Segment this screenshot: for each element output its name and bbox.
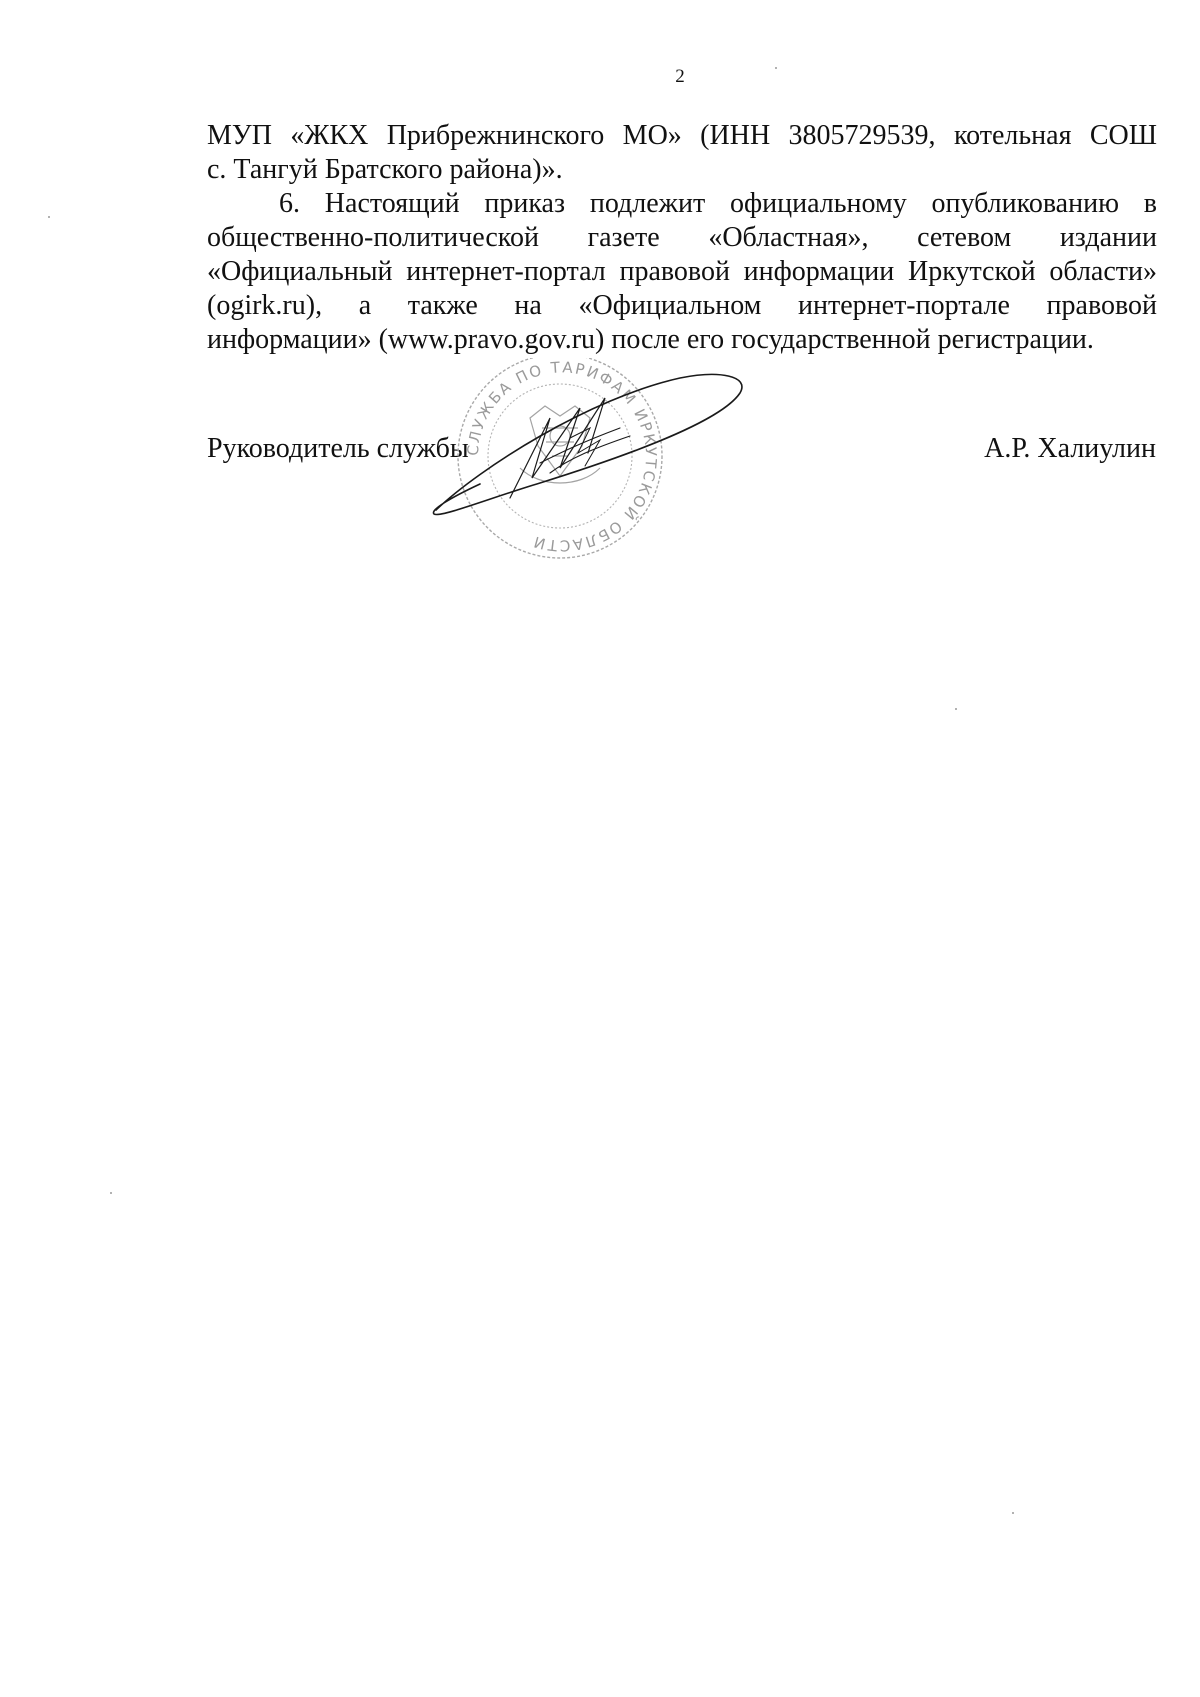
signer-position-title: Руководитель службы <box>207 433 469 464</box>
seal-emblem <box>520 406 600 483</box>
paragraph-1-line-1: МУП «ЖКХ Прибрежнинского МО» (ИНН 3805729539, котельная СОШ <box>207 120 1157 151</box>
scan-speck <box>955 708 957 710</box>
paragraph-6-line-5: информации» (www.pravo.gov.ru) после его государственной регистрации. <box>207 324 1094 355</box>
page-number: 2 <box>675 66 685 87</box>
seal-svg <box>420 358 840 598</box>
paragraph-6-line-4: (ogirk.ru), а также на «Официальном интернет-портале правовой <box>207 290 1157 321</box>
paragraph-1 <box>207 119 1157 187</box>
paragraph-6-line-2: общественно-политической газете «Областная», сетевом издании <box>207 222 1157 253</box>
seal-ring-text: СЛУЖБА ПО ТАРИФАМ ИРКУТСКОЙ ОБЛАСТИ <box>463 358 661 555</box>
scan-speck <box>775 67 777 69</box>
official-seal-and-signature <box>420 358 840 598</box>
paragraph-6-line-3: «Официальный интернет-портал правовой информации Иркутской области» <box>207 256 1157 287</box>
signer-name: А.Р. Халиулин <box>984 433 1156 464</box>
paragraph-6-line-1: 6. Настоящий приказ подлежит официальному опубликованию в <box>279 188 1157 219</box>
scan-speck <box>110 1192 112 1194</box>
document-body <box>207 119 1157 357</box>
paragraph-1-line-2: с. Тангуй Братского района)». <box>207 154 563 185</box>
scan-speck <box>1012 1512 1014 1514</box>
paragraph-6 <box>207 187 1157 357</box>
scan-speck <box>48 216 50 218</box>
